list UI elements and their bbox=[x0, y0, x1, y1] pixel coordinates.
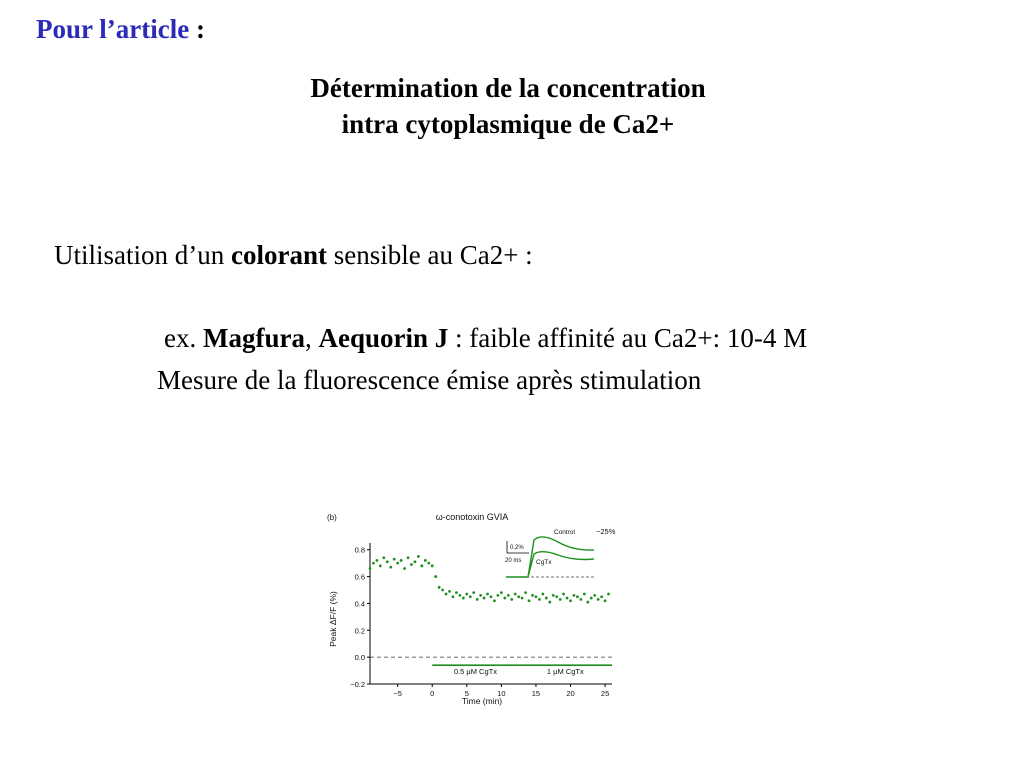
data-point bbox=[452, 595, 455, 598]
title-line-1: Détermination de la concentration bbox=[310, 73, 706, 103]
data-point bbox=[583, 593, 586, 596]
inset-scale-x-label: 20 ms bbox=[505, 558, 522, 564]
intro-text bbox=[54, 240, 533, 271]
example-prefix: ex. bbox=[164, 323, 203, 353]
data-point bbox=[410, 563, 413, 566]
data-point bbox=[586, 601, 589, 604]
measure-text: Mesure de la fluorescence émise après stimulation bbox=[157, 365, 702, 395]
section-heading bbox=[36, 14, 205, 45]
heading-colon: : bbox=[189, 14, 205, 44]
chart-svg bbox=[322, 503, 622, 711]
data-point bbox=[541, 593, 544, 596]
data-point bbox=[500, 591, 503, 594]
data-point bbox=[514, 593, 517, 596]
data-point bbox=[458, 594, 461, 597]
x-tick-label: 15 bbox=[531, 689, 541, 698]
y-tick-label: 0.2 bbox=[354, 626, 365, 636]
data-point bbox=[472, 591, 475, 594]
y-tick-label: −0.2 bbox=[350, 680, 365, 689]
x-axis-label: Time (min) bbox=[461, 696, 503, 706]
data-point bbox=[490, 595, 493, 598]
data-point bbox=[376, 559, 379, 562]
panel-label: (b) bbox=[327, 513, 337, 522]
inset-trace-control bbox=[506, 537, 594, 577]
data-point bbox=[372, 562, 375, 565]
data-point bbox=[431, 564, 434, 567]
data-point bbox=[573, 594, 576, 597]
data-point bbox=[507, 594, 510, 597]
data-point bbox=[462, 597, 465, 600]
data-point bbox=[497, 594, 500, 597]
inset-scale-y-label: 0.2% bbox=[510, 545, 524, 551]
data-point bbox=[576, 595, 579, 598]
data-point bbox=[579, 598, 582, 601]
x-tick-label: 5 bbox=[464, 689, 469, 698]
data-point bbox=[369, 567, 372, 570]
data-point bbox=[607, 593, 610, 596]
example-term-magfura: Magfura bbox=[202, 323, 305, 353]
data-point bbox=[465, 593, 468, 596]
data-point bbox=[414, 560, 417, 563]
y-axis-label: Peak ΔF/F (%) bbox=[328, 591, 338, 647]
chart-marks bbox=[369, 555, 612, 676]
y-tick-label: 0.0 bbox=[354, 653, 365, 663]
data-point bbox=[427, 562, 430, 565]
data-point bbox=[486, 593, 489, 596]
inset-label-control: Control bbox=[554, 529, 575, 536]
data-point bbox=[545, 597, 548, 600]
treatment-label: 1 μM CgTx bbox=[546, 667, 584, 677]
data-point bbox=[559, 598, 562, 601]
data-point bbox=[517, 595, 520, 598]
intro-prefix: Utilisation d’un bbox=[54, 240, 231, 270]
data-point bbox=[441, 589, 444, 592]
data-point bbox=[604, 599, 607, 602]
data-point bbox=[528, 599, 531, 602]
data-point bbox=[438, 586, 441, 589]
y-tick-label: 0.8 bbox=[354, 545, 365, 555]
y-tick-label: 0.6 bbox=[354, 572, 365, 582]
data-point bbox=[396, 562, 399, 565]
data-point bbox=[531, 594, 534, 597]
data-point bbox=[535, 595, 538, 598]
data-point bbox=[420, 564, 423, 567]
heading-label: Pour l’article bbox=[36, 14, 190, 44]
x-tick-label: 25 bbox=[600, 689, 610, 698]
data-point bbox=[548, 601, 551, 604]
data-point bbox=[479, 594, 482, 597]
data-point bbox=[483, 597, 486, 600]
data-point bbox=[386, 560, 389, 563]
inset-annotation: −25% bbox=[596, 527, 616, 536]
data-point bbox=[424, 559, 427, 562]
data-point bbox=[379, 564, 382, 567]
treatment-label: 0.5 μM CgTx bbox=[453, 667, 497, 677]
x-tick-label: 0 bbox=[430, 689, 435, 698]
data-point bbox=[600, 595, 603, 598]
example-suffix: : faible affinité au Ca2+: 10-4 M bbox=[448, 323, 808, 353]
data-point bbox=[400, 559, 403, 562]
example-separator: , bbox=[304, 323, 319, 353]
data-point bbox=[403, 567, 406, 570]
x-tick-label: 10 bbox=[497, 689, 506, 698]
data-point bbox=[445, 593, 448, 596]
inset-label-cgtx: CgTx bbox=[536, 559, 552, 566]
data-point bbox=[476, 598, 479, 601]
chart-inset bbox=[505, 527, 616, 577]
example-text bbox=[164, 323, 807, 354]
data-point bbox=[455, 591, 458, 594]
title-line-2: intra cytoplasmique de Ca2+ bbox=[341, 109, 675, 139]
data-point bbox=[434, 575, 437, 578]
data-point bbox=[393, 558, 396, 561]
data-point bbox=[562, 593, 565, 596]
data-point bbox=[597, 598, 600, 601]
data-point bbox=[407, 556, 410, 559]
example-term-aequorin: Aequorin J bbox=[318, 323, 449, 353]
data-point bbox=[469, 595, 472, 598]
y-tick-label: 0.4 bbox=[354, 599, 365, 609]
slide-title bbox=[0, 70, 1016, 142]
data-point bbox=[590, 597, 593, 600]
chart-title: ω-conotoxin GVIA bbox=[435, 512, 509, 522]
figure-chart bbox=[322, 503, 622, 711]
x-tick-label: 20 bbox=[566, 689, 575, 698]
data-point bbox=[382, 556, 385, 559]
intro-bold-term: colorant bbox=[231, 240, 327, 270]
data-point bbox=[552, 594, 555, 597]
data-point bbox=[389, 566, 392, 569]
data-point bbox=[493, 599, 496, 602]
intro-suffix: sensible au Ca2+ : bbox=[326, 240, 533, 270]
data-point bbox=[593, 594, 596, 597]
data-point bbox=[521, 597, 524, 600]
data-point bbox=[555, 595, 558, 598]
data-point bbox=[524, 591, 527, 594]
data-point bbox=[503, 597, 506, 600]
data-point bbox=[569, 599, 572, 602]
data-point bbox=[448, 590, 451, 593]
x-tick-label: −5 bbox=[393, 689, 402, 698]
data-point bbox=[538, 598, 541, 601]
data-point bbox=[417, 555, 420, 558]
data-point bbox=[566, 597, 569, 600]
data-point bbox=[510, 598, 513, 601]
